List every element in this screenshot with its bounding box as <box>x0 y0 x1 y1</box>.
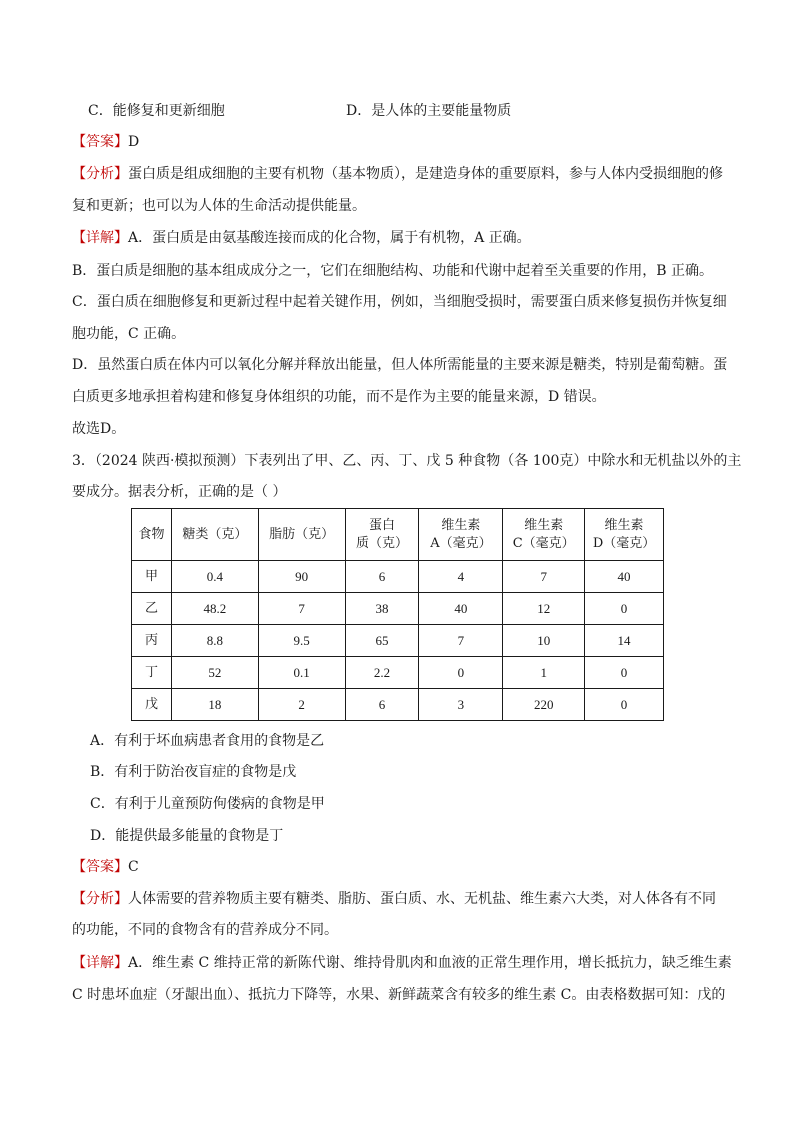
table-header-row <box>132 509 664 561</box>
vitamin-a-cell: 3 <box>419 689 503 721</box>
q3-option-d: D．能提供最多能量的食物是丁 <box>90 828 284 844</box>
fat-cell: 90 <box>258 561 345 593</box>
header-fat: 脂肪（克） <box>258 509 345 561</box>
fat-cell: 0.1 <box>258 657 345 689</box>
header-vitamin-c: 维生素 C（毫克） <box>503 509 585 561</box>
vitamin-c-cell: 7 <box>503 561 585 593</box>
table-row <box>132 657 664 689</box>
sugar-cell: 8.8 <box>171 625 258 657</box>
header-food: 食物 <box>132 509 172 561</box>
detail-line-3-prev: C．蛋白质在细胞修复和更新过程中起着关键作用，例如，当细胞受损时，需要蛋白质来修复损伤并恢复细 <box>72 294 727 310</box>
vitamin-d-cell: 40 <box>585 561 664 593</box>
sugar-cell: 48.2 <box>171 593 258 625</box>
sugar-cell: 18 <box>171 689 258 721</box>
food-name-cell: 甲 <box>132 561 172 593</box>
detail-line-1-prev <box>72 228 531 248</box>
detail-line-4-prev: 胞功能，C 正确。 <box>72 326 186 342</box>
table-row <box>132 593 664 625</box>
analysis-tag: 【分析】 <box>72 166 128 182</box>
answer-tag: 【答案】 <box>72 859 128 875</box>
sugar-cell: 52 <box>171 657 258 689</box>
q3-option-c: C．有利于儿童预防佝偻病的食物是甲 <box>90 796 325 812</box>
vitamin-a-cell: 40 <box>419 593 503 625</box>
vitamin-c-cell: 220 <box>503 689 585 721</box>
q3-detail-line-1 <box>72 953 732 973</box>
protein-cell: 6 <box>345 689 419 721</box>
analysis-tag: 【分析】 <box>72 891 128 907</box>
detail-line-7-prev: 故选D。 <box>72 421 126 437</box>
detail-text: A．蛋白质是由氨基酸连接而成的化合物，属于有机物，A 正确。 <box>128 230 531 246</box>
table-row <box>132 689 664 721</box>
vitamin-a-cell: 4 <box>419 561 503 593</box>
q3-option-b: B．有利于防治夜盲症的食物是戊 <box>90 764 297 780</box>
answer-value: D <box>128 134 140 150</box>
food-name-cell: 戊 <box>132 689 172 721</box>
header-vitamin-d: 维生素 D（毫克） <box>585 509 664 561</box>
header-vitamin-a: 维生素 A（毫克） <box>419 509 503 561</box>
vitamin-d-cell: 0 <box>585 689 664 721</box>
analysis-line-2-prev: 复和更新；也可以为人体的生命活动提供能量。 <box>72 198 366 214</box>
fat-cell: 7 <box>258 593 345 625</box>
analysis-text: 人体需要的营养物质主要有糖类、脂肪、蛋白质、水、无机盐、维生素六大类，对人体各有不同 <box>128 891 716 907</box>
vitamin-d-cell: 0 <box>585 657 664 689</box>
vitamin-c-cell: 12 <box>503 593 585 625</box>
detail-tag: 【详解】 <box>72 955 128 971</box>
protein-cell: 65 <box>345 625 419 657</box>
header-protein: 蛋白 质（克） <box>345 509 419 561</box>
fat-cell: 9.5 <box>258 625 345 657</box>
q3-option-a: A．有利于坏血病患者食用的食物是乙 <box>90 733 325 749</box>
vitamin-c-cell: 1 <box>503 657 585 689</box>
protein-cell: 6 <box>345 561 419 593</box>
food-name-cell: 丙 <box>132 625 172 657</box>
detail-line-2-prev: B．蛋白质是细胞的基本组成成分之一，它们在细胞结构、功能和代谢中起着至关重要的作用，B 正确。 <box>72 263 714 279</box>
detail-text: A．维生素 C 维持正常的新陈代谢、维持骨肌肉和血液的正常生理作用，增长抵抗力，缺乏维生素 <box>128 955 732 971</box>
protein-cell: 2.2 <box>345 657 419 689</box>
q3-analysis-line-1 <box>72 889 716 909</box>
food-nutrient-table <box>131 508 664 721</box>
q3-stem-line-2: 要成分。据表分析，正确的是（ ） <box>72 484 287 500</box>
detail-line-5-prev: D．虽然蛋白质在体内可以氧化分解并释放出能量，但人体所需能量的主要来源是糖类，特别是葡萄糖。蛋 <box>72 357 728 373</box>
food-name-cell: 乙 <box>132 593 172 625</box>
analysis-line-1-prev <box>72 164 723 184</box>
vitamin-a-cell: 0 <box>419 657 503 689</box>
table-row <box>132 625 664 657</box>
protein-cell: 38 <box>345 593 419 625</box>
table-row <box>132 561 664 593</box>
answer-tag: 【答案】 <box>72 134 128 150</box>
header-sugar: 糖类（克） <box>171 509 258 561</box>
sugar-cell: 0.4 <box>171 561 258 593</box>
analysis-text: 蛋白质是组成细胞的主要有机物（基本物质），是建造身体的重要原料，参与人体内受损细胞的修 <box>128 166 723 182</box>
answer-line-prev <box>72 132 139 152</box>
vitamin-d-cell: 0 <box>585 593 664 625</box>
q3-stem-line-1: 3．（2024 陕西·模拟预测）下表列出了甲、乙、丙、丁、戊 5 种食物（各 100克）中除水和无机盐以外的主 <box>72 453 742 469</box>
detail-line-6-prev: 白质更多地承担着构建和修复身体组织的功能，而不是作为主要的能量来源，D 错误。 <box>72 389 606 405</box>
vitamin-a-cell: 7 <box>419 625 503 657</box>
q3-analysis-line-2: 的功能，不同的食物含有的营养成分不同。 <box>72 922 338 938</box>
detail-tag: 【详解】 <box>72 230 128 246</box>
vitamin-c-cell: 10 <box>503 625 585 657</box>
q3-detail-line-2: C 时患坏血症（牙龈出血）、抵抗力下降等，水果、新鲜蔬菜含有较多的维生素 C。由表格数据可知：戊的 <box>72 987 726 1003</box>
option-c-prev: C．能修复和更新细胞 <box>88 103 225 119</box>
food-name-cell: 丁 <box>132 657 172 689</box>
q3-answer-line <box>72 857 139 877</box>
answer-value: C <box>128 859 139 875</box>
fat-cell: 2 <box>258 689 345 721</box>
option-d-prev: D．是人体的主要能量物质 <box>346 103 512 119</box>
vitamin-d-cell: 14 <box>585 625 664 657</box>
